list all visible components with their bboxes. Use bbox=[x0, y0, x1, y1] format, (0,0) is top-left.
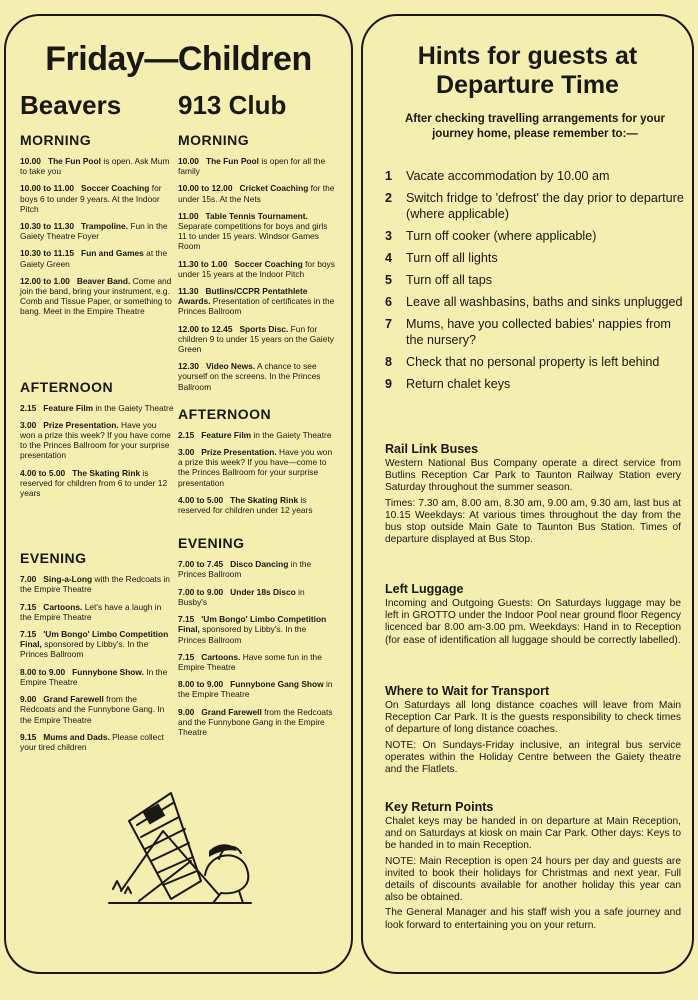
entry-event: Funnybone Gang Show bbox=[230, 679, 324, 690]
entry-time: 9.00 bbox=[20, 694, 37, 705]
entry-time: 3.00 bbox=[178, 447, 195, 458]
hints-title bbox=[363, 42, 692, 100]
entry-details: is reserved for children from 6 to under 12 years bbox=[20, 467, 168, 499]
entry-details: is open for all the family bbox=[178, 156, 326, 177]
hint-number: 7 bbox=[385, 317, 393, 331]
entry-event: Soccer Coaching bbox=[234, 258, 303, 269]
entry-details: Have you won a prize this week? If you have come to the Princes Ballroom for your surprise presentation bbox=[20, 419, 171, 461]
schedule-entry bbox=[178, 614, 336, 645]
beavers-morning-list bbox=[20, 156, 174, 317]
entry-event: 'Um Bongo' Limbo Competition Final, bbox=[178, 614, 327, 635]
club-evening-list bbox=[178, 559, 336, 737]
club-913-title: 913 Club bbox=[178, 90, 287, 120]
beavers-afternoon-list bbox=[20, 403, 174, 499]
schedule-entry bbox=[178, 559, 336, 579]
entry-event: Cricket Coaching bbox=[239, 183, 309, 194]
club-afternoon-list bbox=[178, 430, 336, 515]
entry-event: The Fun Pool bbox=[205, 156, 259, 166]
departure-hints-panel bbox=[361, 14, 694, 974]
beavers-morning-heading: MORNING bbox=[20, 132, 92, 148]
hints-list bbox=[385, 168, 685, 398]
hint-item bbox=[385, 250, 685, 266]
entry-details: A chance to see yourself on the screens. In the Princes Ballroom bbox=[178, 361, 321, 392]
beavers-column bbox=[20, 90, 174, 759]
schedule-entry bbox=[20, 667, 174, 687]
schedule-entry bbox=[178, 361, 336, 392]
entry-time: 10.30 to 11.15 bbox=[20, 248, 75, 259]
deckchair-illustration bbox=[101, 791, 261, 911]
key-return-text-2: NOTE: Main Reception is open 24 hours per day and guests are invited to book their holidays for Christmas and next year. Full details of discounts available for another holiday this year can also be obtained. bbox=[385, 855, 681, 904]
schedule-entry bbox=[178, 430, 336, 440]
entry-details: in the Gaiety Theatre bbox=[93, 402, 174, 413]
entry-event: Cartoons. bbox=[43, 601, 83, 612]
entry-details: in the Princes Ballroom bbox=[178, 559, 312, 580]
entry-time: 11.00 bbox=[178, 210, 199, 221]
schedule-entry bbox=[178, 652, 336, 672]
entry-details: for the under 15s. At the Nets bbox=[178, 183, 335, 204]
entry-details: for boys 6 to under 9 years. At the Indoor Pitch bbox=[20, 183, 162, 214]
entry-event: Feature Film bbox=[201, 429, 252, 440]
entry-time: 4.00 to 5.00 bbox=[178, 494, 224, 505]
key-return-text-1: Chalet keys may be handed in on departure at Main Reception, and on Saturdays at kiosk on main Car Park. Other days: Keys to be handed in to main Reception. bbox=[385, 816, 681, 852]
entry-details: Separate competitions for boys and girls 11 to under 15 years. Windsor Games Room bbox=[178, 221, 328, 252]
entry-details: Have you won a prize this week? If you have—come to the Princes Ballroom for your surprise presentation bbox=[178, 447, 333, 488]
entry-time: 10.30 to 11.30 bbox=[20, 221, 75, 232]
entry-event: Sing-a-Long bbox=[43, 574, 93, 585]
entry-details: is open. Ask Mum to take you bbox=[20, 156, 170, 177]
beavers-afternoon-heading: AFTERNOON bbox=[20, 378, 114, 395]
beavers-title: Beavers bbox=[20, 90, 122, 120]
club-morning-heading: MORNING bbox=[178, 132, 250, 148]
entry-event: 'Um Bongo' Limbo Competition Final, bbox=[20, 629, 169, 650]
entry-time: 7.15 bbox=[20, 601, 37, 612]
schedule-entry bbox=[20, 468, 174, 499]
entry-details: Fun for children 9 to under 15 years on the Gaiety Green bbox=[178, 323, 334, 355]
entry-time: 7.00 to 7.45 bbox=[178, 559, 224, 570]
transport-text-2: NOTE: On Sundays-Friday inclusive, an integral bus service operates within the Holiday Centre between the Gaiety theatre and the Flatlets. bbox=[385, 739, 681, 776]
entry-time: 2.15 bbox=[178, 429, 195, 440]
entry-event: Sports Disc. bbox=[239, 323, 289, 334]
entry-details: is reserved for children under 12 years bbox=[178, 494, 313, 516]
entry-event: Prize Presentation. bbox=[201, 447, 277, 458]
club-morning-list bbox=[178, 156, 336, 392]
entry-details: In the Empire Theatre bbox=[20, 666, 168, 687]
hint-number: 4 bbox=[385, 251, 393, 265]
schedule-entry bbox=[178, 679, 336, 699]
entry-time: 7.15 bbox=[178, 614, 195, 625]
schedule-entry bbox=[178, 156, 336, 176]
schedule-entry bbox=[20, 403, 174, 413]
hints-title-line2: Departure Time bbox=[436, 71, 619, 99]
transport-section bbox=[385, 684, 681, 779]
hint-text: Mums, have you collected babies' nappies from the nursery? bbox=[406, 317, 671, 347]
beavers-evening-heading: EVENING bbox=[20, 550, 87, 567]
hint-item bbox=[385, 168, 685, 184]
entry-time: 7.00 to 9.00 bbox=[178, 586, 224, 597]
entry-time: 12.30 bbox=[178, 361, 199, 372]
schedule-entry bbox=[178, 286, 336, 317]
schedule-entry bbox=[20, 694, 174, 725]
club-afternoon-heading: AFTERNOON bbox=[178, 405, 272, 422]
schedule-entry bbox=[20, 156, 174, 176]
hints-intro: After checking travelling arrangements for your journey home, please remember to:— bbox=[404, 113, 666, 140]
hint-item bbox=[385, 272, 685, 288]
hint-text: Vacate accommodation by 10.00 am bbox=[406, 169, 610, 183]
club-913-column bbox=[178, 90, 336, 744]
entry-details: Presentation of certificates in the Princes Ballroom bbox=[178, 296, 335, 317]
transport-heading: Where to Wait for Transport bbox=[385, 684, 550, 698]
transport-text-1: On Saturdays all long distance coaches will leave from Main Reception Car Park. It is the guests responsibility to check times of departure of long distance coaches. bbox=[385, 700, 681, 736]
rail-link-heading: Rail Link Buses bbox=[385, 442, 479, 456]
schedule-entry bbox=[178, 211, 336, 252]
schedule-entry bbox=[20, 276, 174, 317]
entry-details: Come and join the band, bring your instrument, e.g. Comb and Tissue Paper, or something to bang. Meet in the Empire Theatre bbox=[20, 275, 172, 317]
entry-details: Let's have a laugh in the Empire Theatre bbox=[20, 601, 162, 622]
hint-text: Leave all washbasins, baths and sinks unplugged bbox=[406, 295, 683, 309]
entry-time: 10.00 bbox=[20, 156, 41, 166]
hint-number: 6 bbox=[385, 295, 393, 309]
rail-link-text-2: Times: 7.30 am, 8.00 am, 8.30 am, 9.00 am, 9.30 am, last bus at 10.15 Weekdays: At various times throughout the day from the bus stop outside Main Gate to Taunton Bus Station. Times of departure displayed at Bus Stop. bbox=[385, 497, 681, 546]
entry-details: from the Redcoats and the Funnybone Gang in the Empire Theatre bbox=[178, 706, 333, 737]
entry-event: Soccer Coaching bbox=[81, 183, 150, 194]
entry-time: 2.15 bbox=[20, 402, 37, 413]
entry-time: 3.00 bbox=[20, 419, 37, 430]
hint-text: Turn off all taps bbox=[406, 273, 493, 287]
key-return-heading: Key Return Points bbox=[385, 800, 494, 814]
hint-text: Check that no personal property is left behind bbox=[406, 355, 660, 369]
entry-event: Beaver Band. bbox=[76, 275, 131, 286]
entry-event: Grand Farewell bbox=[43, 694, 104, 705]
schedule-entry bbox=[178, 447, 336, 488]
entry-event: Cartoons. bbox=[201, 651, 241, 662]
hint-number: 9 bbox=[385, 377, 393, 391]
schedule-entry bbox=[20, 574, 174, 594]
schedule-entry bbox=[178, 183, 336, 203]
entry-time: 12.00 to 1.00 bbox=[20, 275, 70, 286]
entry-time: 10.00 to 11.00 bbox=[20, 183, 75, 194]
entry-event: Grand Farewell bbox=[201, 706, 262, 717]
entry-event: Video News. bbox=[205, 361, 256, 372]
entry-time: 10.00 to 12.00 bbox=[178, 183, 233, 194]
hint-number: 2 bbox=[385, 191, 393, 205]
hint-item bbox=[385, 376, 685, 392]
entry-details: sponsored by Libby's. In the Princes Ballroom bbox=[20, 639, 149, 660]
entry-event: Funnybone Show. bbox=[72, 666, 144, 677]
entry-time: 8.00 to 9.00 bbox=[178, 679, 224, 690]
entry-time: 7.15 bbox=[20, 629, 37, 640]
key-return-text-3: The General Manager and his staff wish you a safe journey and look forward to entertaining you on your return. bbox=[385, 907, 681, 931]
entry-event: The Fun Pool bbox=[47, 156, 101, 166]
entry-event: Mums and Dads. bbox=[43, 731, 110, 742]
entry-time: 7.00 bbox=[20, 574, 37, 585]
entry-event: Disco Dancing bbox=[230, 559, 289, 570]
entry-event: Table Tennis Tournament. bbox=[205, 210, 308, 221]
entry-time: 8.00 to 9.00 bbox=[20, 666, 66, 677]
schedule-entry bbox=[20, 629, 174, 660]
rail-link-section bbox=[385, 442, 681, 549]
schedule-entry bbox=[20, 602, 174, 622]
schedule-entry bbox=[178, 259, 336, 279]
schedule-entry bbox=[20, 420, 174, 461]
entry-event: Under 18s Disco bbox=[230, 586, 296, 597]
left-luggage-heading: Left Luggage bbox=[385, 582, 464, 596]
entry-details: sponsored by Libby's. In the Princes Ballroom bbox=[178, 624, 307, 645]
hint-number: 8 bbox=[385, 355, 393, 369]
entry-details: in Busby's bbox=[178, 586, 305, 607]
left-luggage-text: Incoming and Outgoing Guests: On Saturdays luggage may be left in GROTTO under the Indoor Pool near ground floor Regency licenced bar 8.00 am-3.00 pm. Weekdays: Hand in to Reception (for ease of identification all luggage should be correctly labelled). bbox=[385, 598, 681, 646]
entry-event: Trampoline. bbox=[81, 221, 129, 232]
entry-event: Butlins/CCPR Pentathlete Awards. bbox=[178, 286, 308, 307]
entry-details: with the Redcoats in the Empire Theatre bbox=[20, 574, 170, 595]
hint-item bbox=[385, 294, 685, 310]
entry-time: 11.30 bbox=[178, 286, 199, 297]
rail-link-text-1: Western National Bus Company operate a direct service from Butlins Reception Car Park to Taunton Railway Station every Saturday throughout the summer season. bbox=[385, 458, 681, 494]
hints-title-line1: Hints for guests at bbox=[417, 42, 638, 70]
entry-time: 7.15 bbox=[178, 651, 195, 662]
entry-time: 9.00 bbox=[178, 706, 195, 717]
entry-details: at the Gaiety Green bbox=[20, 248, 168, 269]
hint-text: Turn off cooker (where applicable) bbox=[406, 229, 597, 243]
schedule-entry bbox=[20, 732, 174, 752]
schedule-entry bbox=[178, 495, 336, 515]
entry-details: from the Redcoats and the Funnybone Gang. In the Empire Theatre bbox=[20, 694, 165, 725]
hint-item bbox=[385, 316, 685, 348]
beavers-evening-list bbox=[20, 574, 174, 752]
entry-details: in the Empire Theatre bbox=[178, 679, 333, 700]
schedule-entry bbox=[178, 587, 336, 607]
page-title: Friday—Children bbox=[45, 40, 312, 78]
entry-time: 12.00 to 12.45 bbox=[178, 323, 233, 334]
entry-event: The Skating Rink bbox=[230, 494, 299, 505]
schedule-entry bbox=[178, 324, 336, 355]
hint-number: 1 bbox=[385, 169, 393, 183]
schedule-entry bbox=[178, 707, 336, 738]
entry-event: Feature Film bbox=[43, 402, 94, 413]
entry-details: Fun in the Gaiety Theatre Foyer bbox=[20, 221, 168, 242]
entry-details: Please collect your tired children bbox=[20, 731, 164, 752]
schedule-entry bbox=[20, 248, 174, 268]
entry-event: Fun and Games bbox=[81, 248, 144, 259]
children-programme-panel bbox=[4, 14, 353, 974]
entry-time: 4.00 to 5.00 bbox=[20, 467, 66, 478]
schedule-entry bbox=[20, 221, 174, 241]
entry-event: The Skating Rink bbox=[72, 467, 141, 478]
hint-item bbox=[385, 190, 685, 222]
hint-text: Switch fridge to 'defrost' the day prior to departure (where applicable) bbox=[406, 191, 684, 221]
entry-time: 11.30 to 1.00 bbox=[178, 258, 228, 269]
hint-number: 3 bbox=[385, 229, 393, 243]
entry-details: in the Gaiety Theatre bbox=[251, 429, 332, 440]
hint-number: 5 bbox=[385, 273, 393, 287]
hint-text: Turn off all lights bbox=[406, 251, 498, 265]
key-return-section bbox=[385, 800, 681, 935]
hint-text: Return chalet keys bbox=[406, 377, 511, 391]
club-evening-heading: EVENING bbox=[178, 535, 245, 552]
entry-details: for boys under 15 years at the Indoor Pitch bbox=[178, 258, 335, 279]
schedule-entry bbox=[20, 183, 174, 214]
entry-time: 10.00 bbox=[178, 156, 199, 166]
entry-details: Have some fun in the Empire Theatre bbox=[178, 651, 322, 672]
entry-time: 9.15 bbox=[20, 731, 37, 742]
hint-item bbox=[385, 228, 685, 244]
entry-event: Prize Presentation. bbox=[43, 419, 119, 430]
left-luggage-section bbox=[385, 582, 681, 650]
hint-item bbox=[385, 354, 685, 370]
